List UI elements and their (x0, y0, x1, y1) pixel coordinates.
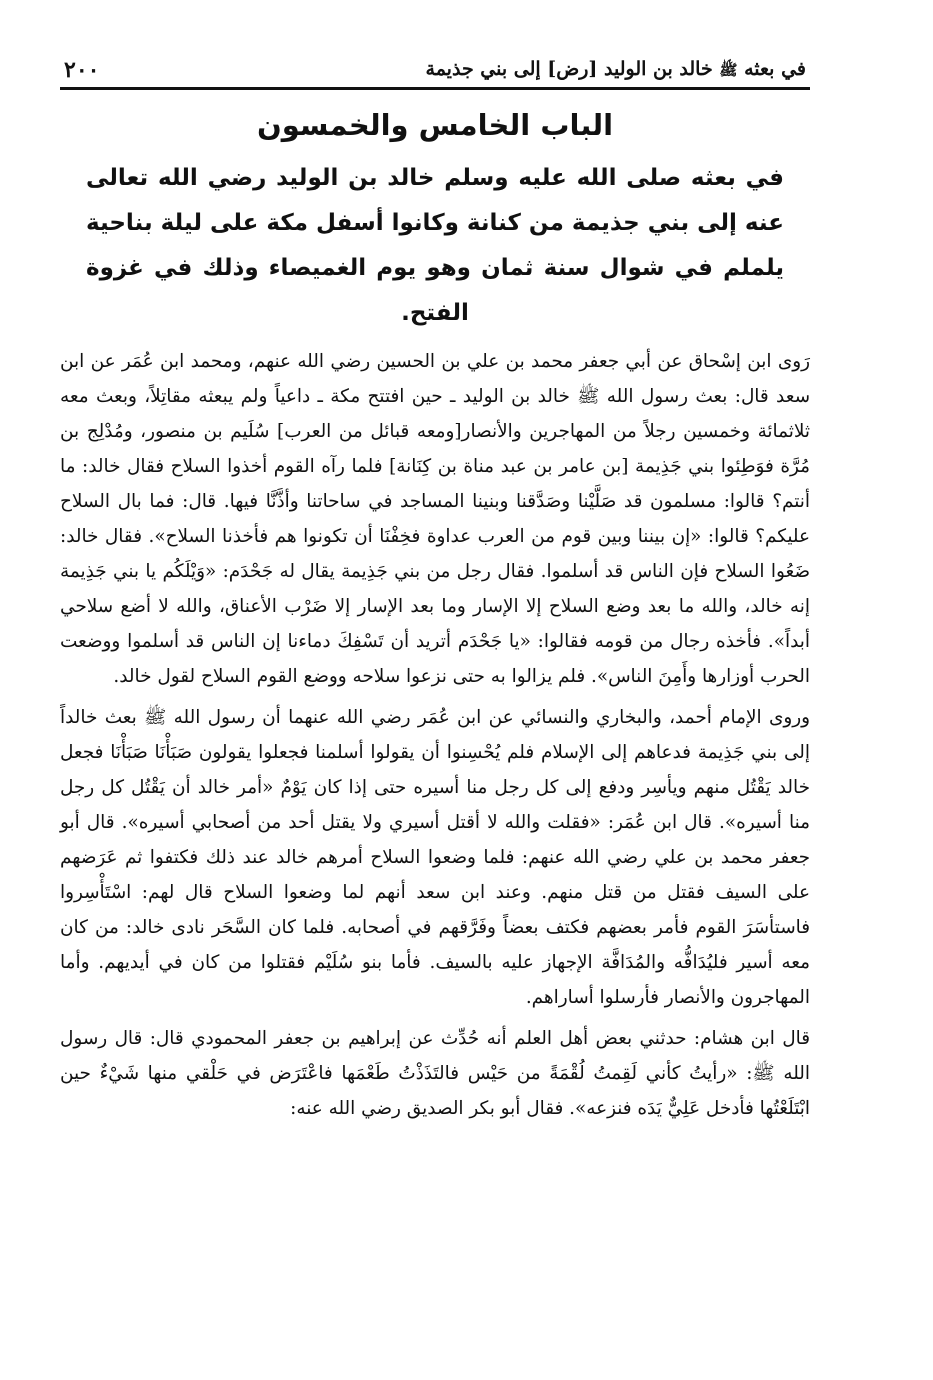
running-header (60, 50, 810, 90)
header-title-part-1: في بعثه (744, 58, 806, 80)
header-title-part-2: خالد بن الوليد [رض] إلى بني جذيمة (425, 58, 713, 80)
page-number: ٢٠٠ (64, 57, 100, 83)
paragraph-3: قال ابن هشام: حدثني بعض أهل العلم أنه حُدِّث عن إبراهيم بن جعفر المحمودي قال: قال رسول الله ﷺ: «رأيتُ كأني لَقِمتُ لُقْمَةً من حَيْس فالتَذَذْتُ طَعْمَها فاعْتَرَض في حَلْقي منها شَيْءٌ حين ابْتَلَعْتُها فأدخل عَلِيٌّ يَدَه فنزعه». فقال أبو بكر الصديق رضي الله عنه: (60, 1028, 810, 1119)
chapter-title: الباب الخامس والخمسون (256, 108, 614, 142)
running-header-title (426, 58, 806, 83)
book-page (60, 50, 810, 1132)
chapter-subtitle: في بعثه صلى الله عليه وسلم خالد بن الوليد رضي الله تعالى عنه إلى بني جذيمة من كنانة وكانوا أسفل مكة على ليلة بناحية يلملم في شوال سنة ثمان وهو يوم الغميصاء وذلك في غزوة الفتح. (86, 165, 784, 326)
paragraph-2: وروى الإمام أحمد، والبخاري والنسائي عن ابن عُمَر رضي الله عنهما أن رسول الله ﷺ بعث خالداً إلى بني جَذِيمة فدعاهم إلى الإسلام فلم يُحْسِنوا أن يقولوا أسلمنا فجعلوا يقولون صَبَأْنَا صَبَأْنَا فجعل خالد يَقْتُل منهم ويأسِر ودفع إلى كل رجل منا أسيره حتى إذا كان يَوْمٌ «أمر خالد أن يَقْتُل كل رجل منا أسيره». قال ابن عُمَر: «فقلت والله لا أقتل أسيري ولا يقتل أحد من أصحابي أسيره». قال أبو جعفر محمد بن علي رضي الله عنهم: فلما وضعوا السلاح أمرهم خالد عند ذلك فكتفوا ثم عَرَضهم على السيف فقتل من قتل منهم. وعند ابن سعد أنهم لما وضعوا السلاح قال لهم: اسْتَأْسِروا فاستأسَرَ القوم فأمر بعضهم فكتف بعضاً وفَرَّقهم في أصحابه. فلما كان السَّحَر نادى خالد: من كان معه أسير فليُدَافُّه والمُدَافَّة الإجهاز عليه بالسيف. فأما بنو سُلَيْم فقتلوا من كان في أيديهم. وأما المهاجرون والأنصار فأرسلوا أساراهم. (60, 707, 810, 1008)
paragraph-1: رَوى ابن إسْحاق عن أبي جعفر محمد بن علي بن الحسين رضي الله عنهم، ومحمد ابن عُمَر عن ابن سعد قال: بعث رسول الله ﷺ خالد بن الوليد ـ حين افتتح مكة ـ داعياً ولم يبعثه مقاتِلاً، وبعث معه ثلاثمائة وخمسين رجلاً من المهاجرين والأنصار[ومعه قبائل من العرب] سُلَيم بن منصور، ومُدْلِج بن مُرَّة فوَطِئوا بني جَذِيمة [بن عامر بن عبد مناة بن كِنَانة] فلما رآه القوم أخذوا السلاح فقال خالد: ما أنتم؟ قالوا: مسلمون قد صَلَّيْنا وصَدَّقنا وبنينا المساجد في ساحاتنا وأذَّنَّا فيها. قال: فما بال السلاح عليكم؟ قالوا: «إن بيننا وبين قوم من العرب عداوة فخِفْنَا أن تكونوا هم فأخذنا السلاح». فقال خالد: ضَعُوا السلاح فإن الناس قد أسلموا. فقال رجل من بني جَذِيمة يقال له جَحْدَم: «وَيْلَكُم يا بني جَذِيمة إنه خالد، والله ما بعد وضع السلاح إلا الإسار وما بعد الإسار إلا ضَرْب الأعناق، والله لا أضع سلاحي أبداً». فأخذه رجال من قومه فقالوا: «يا جَحْدَم أتريد أن تَسْفِكَ دماءنا إن الناس قد أسلموا ووضعت الحرب أوزارها وأَمِنَ الناس». فلم يزالوا به حتى نزعوا سلاحه ووضع القوم السلاح لقول خالد. (60, 351, 810, 687)
salawat-seal-icon: ﷺ (719, 61, 738, 79)
